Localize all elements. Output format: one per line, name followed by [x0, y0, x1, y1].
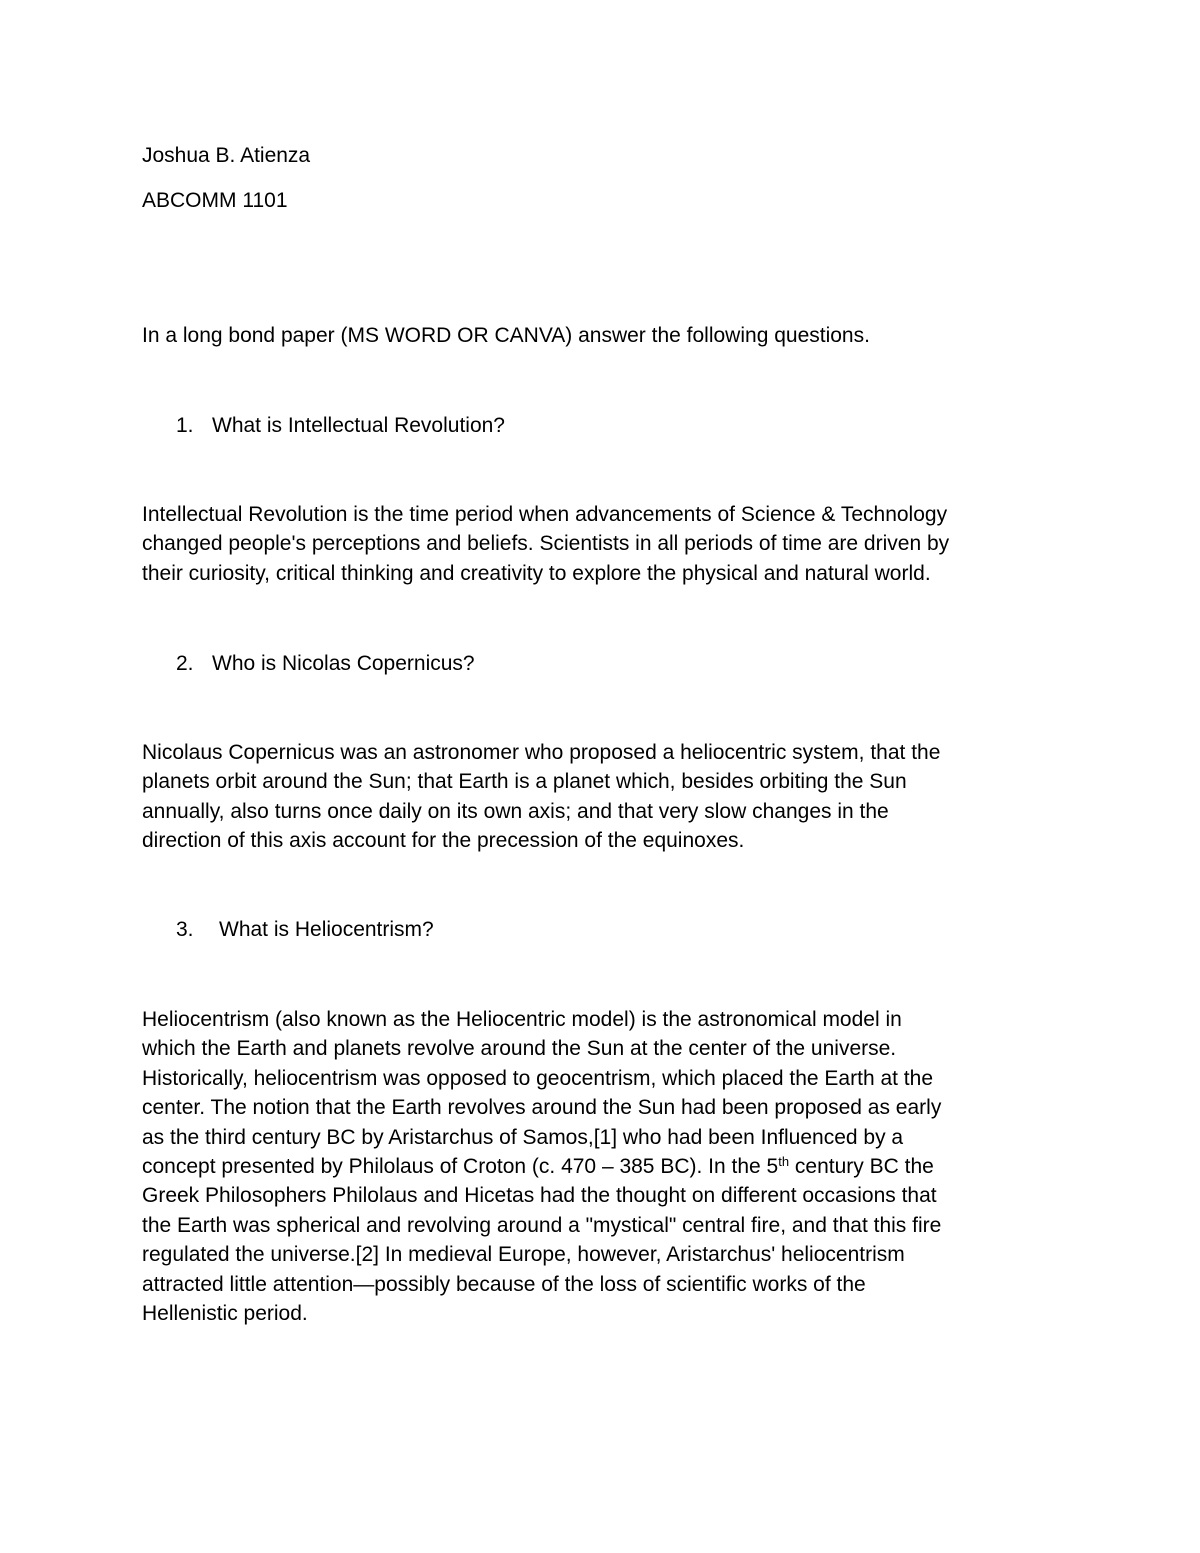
answer-3-line: Hellenistic period. [142, 1302, 308, 1326]
answer-1-line: changed people's perceptions and beliefs. Scientists in all periods of time are driven by [142, 532, 950, 556]
question-2-number: 2. [176, 652, 194, 675]
ordinal-superscript: th [778, 1154, 790, 1170]
answer-3-line: which the Earth and planets revolve around the Sun at the center of the universe. [142, 1037, 897, 1061]
answer-3-line: Heliocentrism (also known as the Heliocentric model) is the astronomical model in [142, 1008, 902, 1031]
answer-3-line-with-superscript [142, 1152, 1062, 1181]
answer-3-line: attracted little attention—possibly because of the loss of scientific works of the [142, 1272, 866, 1296]
answer-1-line: their curiosity, critical thinking and creativity to explore the physical and natural world. [142, 561, 931, 585]
answer-1-line: Intellectual Revolution is the time period when advancements of Science & Technology [142, 503, 948, 526]
question-3-text: What is Heliocentrism? [219, 918, 434, 941]
question-1-text: What is Intellectual Revolution? [212, 414, 505, 437]
question-1-number: 1. [176, 414, 194, 437]
instruction-text: In a long bond paper (MS WORD OR CANVA) answer the following questions. [142, 324, 870, 347]
answer-2-line: annually, also turns once daily on its own axis; and that very slow changes in the [142, 799, 889, 823]
answer-2-line: Nicolaus Copernicus was an astronomer who proposed a heliocentric system, that the [142, 741, 941, 764]
answer-3 [142, 1005, 1062, 1328]
answer-3-line: as the third century BC by Aristarchus of Samos,[1] who had been Influenced by a [142, 1125, 904, 1149]
answer-3-line-part: concept presented by Philolaus of Croton (c. 470 – 385 BC). In the 5 [142, 1155, 779, 1179]
answer-3-line: regulated the universe.[2] In medieval Europe, however, Aristarchus' heliocentrism [142, 1243, 905, 1267]
answer-2 [142, 738, 1062, 856]
answer-3-line: Historically, heliocentrism was opposed to geocentrism, which placed the Earth at the [142, 1066, 933, 1090]
answer-2-line: planets orbit around the Sun; that Earth is a planet which, besides orbiting the Sun [142, 770, 907, 794]
answer-3-line: the Earth was spherical and revolving around a "mystical" central fire, and that this fire [142, 1213, 942, 1237]
question-3-number: 3. [176, 918, 194, 941]
question-2-text: Who is Nicolas Copernicus? [212, 652, 475, 675]
answer-2-line: direction of this axis account for the precession of the equinoxes. [142, 829, 745, 853]
answer-3-line-part: century BC the [789, 1155, 934, 1179]
answer-1 [142, 500, 1062, 588]
course-code: ABCOMM 1101 [142, 189, 288, 212]
answer-3-line: Greek Philosophers Philolaus and Hicetas had the thought on different occasions that [142, 1184, 937, 1208]
author-name: Joshua B. Atienza [142, 144, 311, 167]
answer-3-line: center. The notion that the Earth revolves around the Sun had been proposed as early [142, 1096, 942, 1120]
